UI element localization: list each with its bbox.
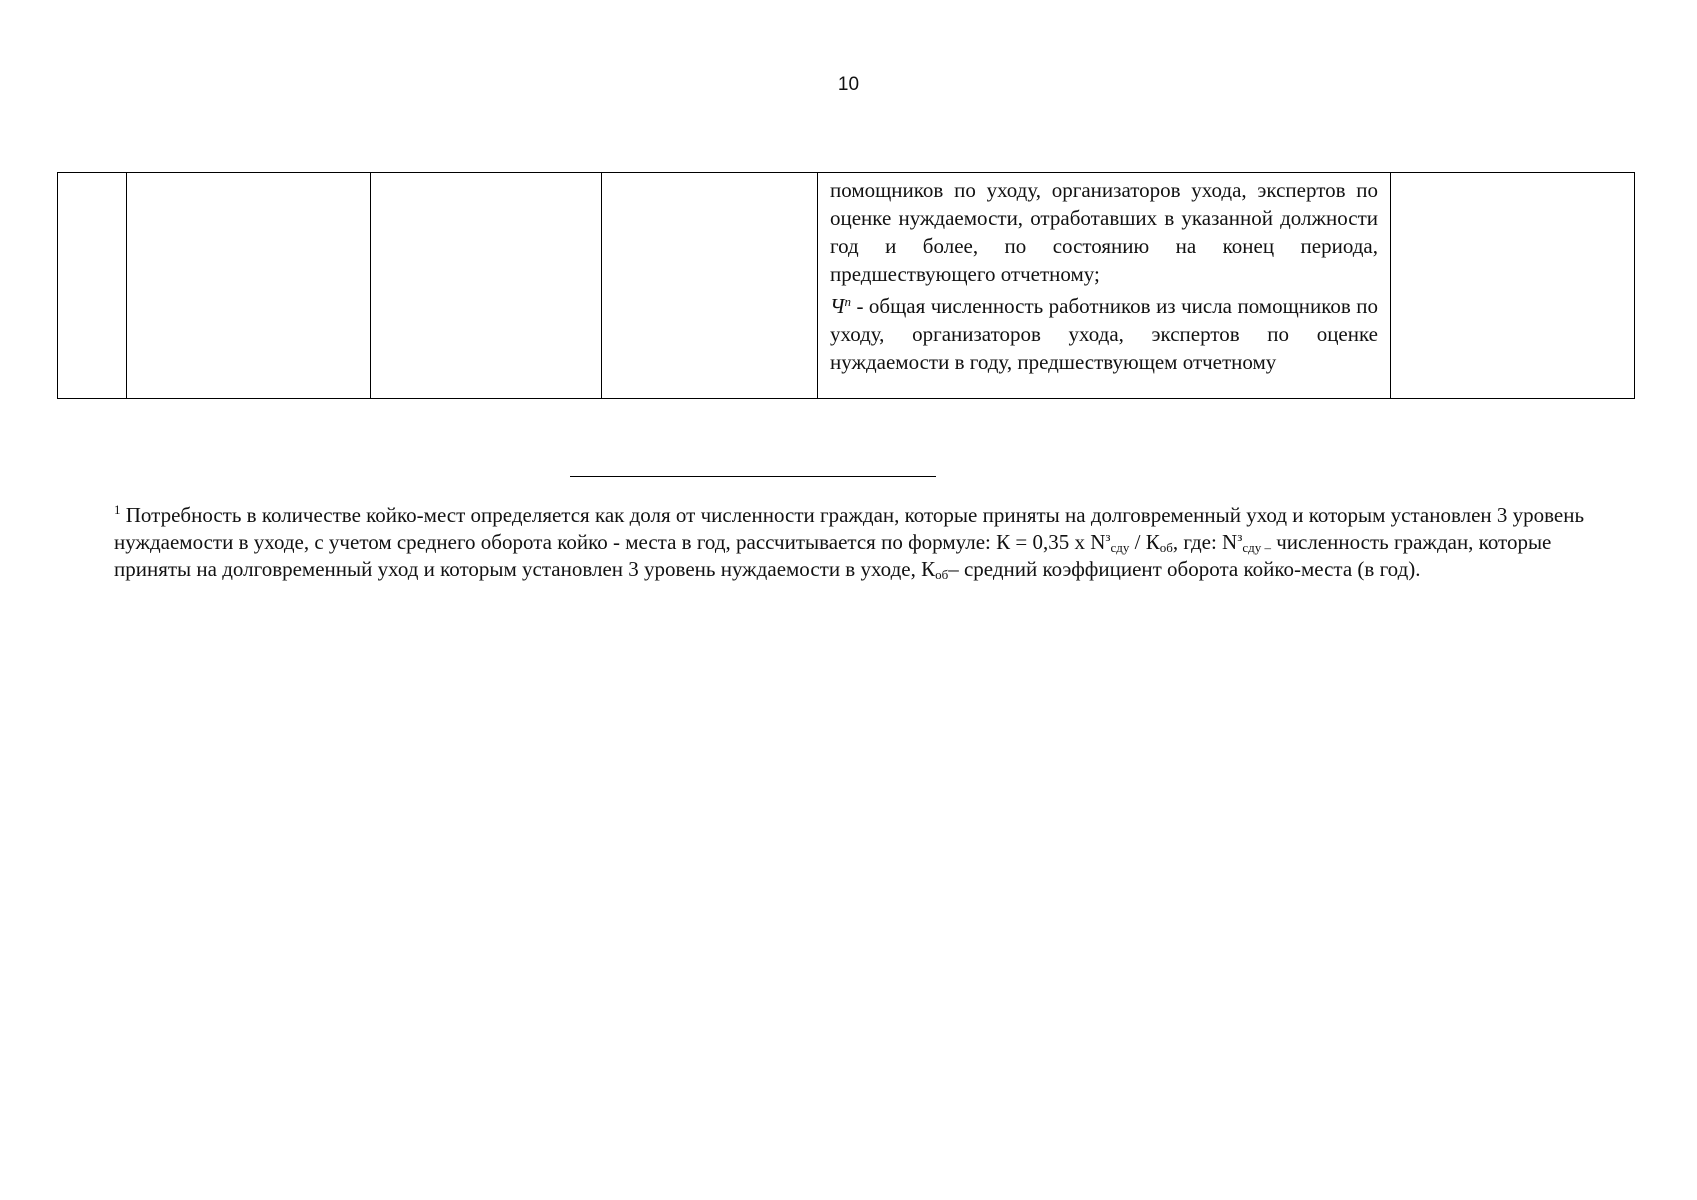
table-cell-empty — [1391, 173, 1635, 399]
page-number: 10 — [837, 74, 860, 95]
footnote-divider — [570, 476, 936, 477]
variable-description: - общая численность работников из числа помощников по уходу, организаторов ухода, экспертов по оценке нуждаемости в году, предшествующем отчетному — [830, 294, 1378, 374]
variable-symbol: $Ч^п$ — [830, 294, 851, 318]
table-cell-description — [818, 173, 1391, 399]
description-paragraph: помощников по уходу, организаторов ухода, экспертов по оценке нуждаемости, отработавших в указанной должности год и более, по состоянию на конец периода, предшествующего отчетному; — [830, 178, 1378, 286]
table-cell-empty — [127, 173, 371, 399]
table-cell-number — [58, 173, 127, 399]
table-cell-empty — [371, 173, 602, 399]
data-table — [57, 172, 1635, 399]
variable-definition — [830, 288, 1378, 376]
table-cell-empty — [602, 173, 818, 399]
table-row — [58, 173, 1635, 399]
footnote: $^1$ Потребность в количестве койко-мест определяется как доля от численности граждан, которые приняты на долговременный уход и которым установлен 3 уровень нуждаемости в уходе, с учетом среднего оборота койко - места в год, рассчитывается по формуле: К = 0,35 х $N^з_{сду} / К_{об}$, где: $N^з_{сду -}$ численность граждан, которые приняты на долговременный уход и которым установлен 3 уровень нуждаемости в уходе, $К_{об}-$ средний коэффициент оборота койко-места (в год). — [114, 502, 1585, 582]
footnote-marker: 1 — [114, 502, 121, 517]
